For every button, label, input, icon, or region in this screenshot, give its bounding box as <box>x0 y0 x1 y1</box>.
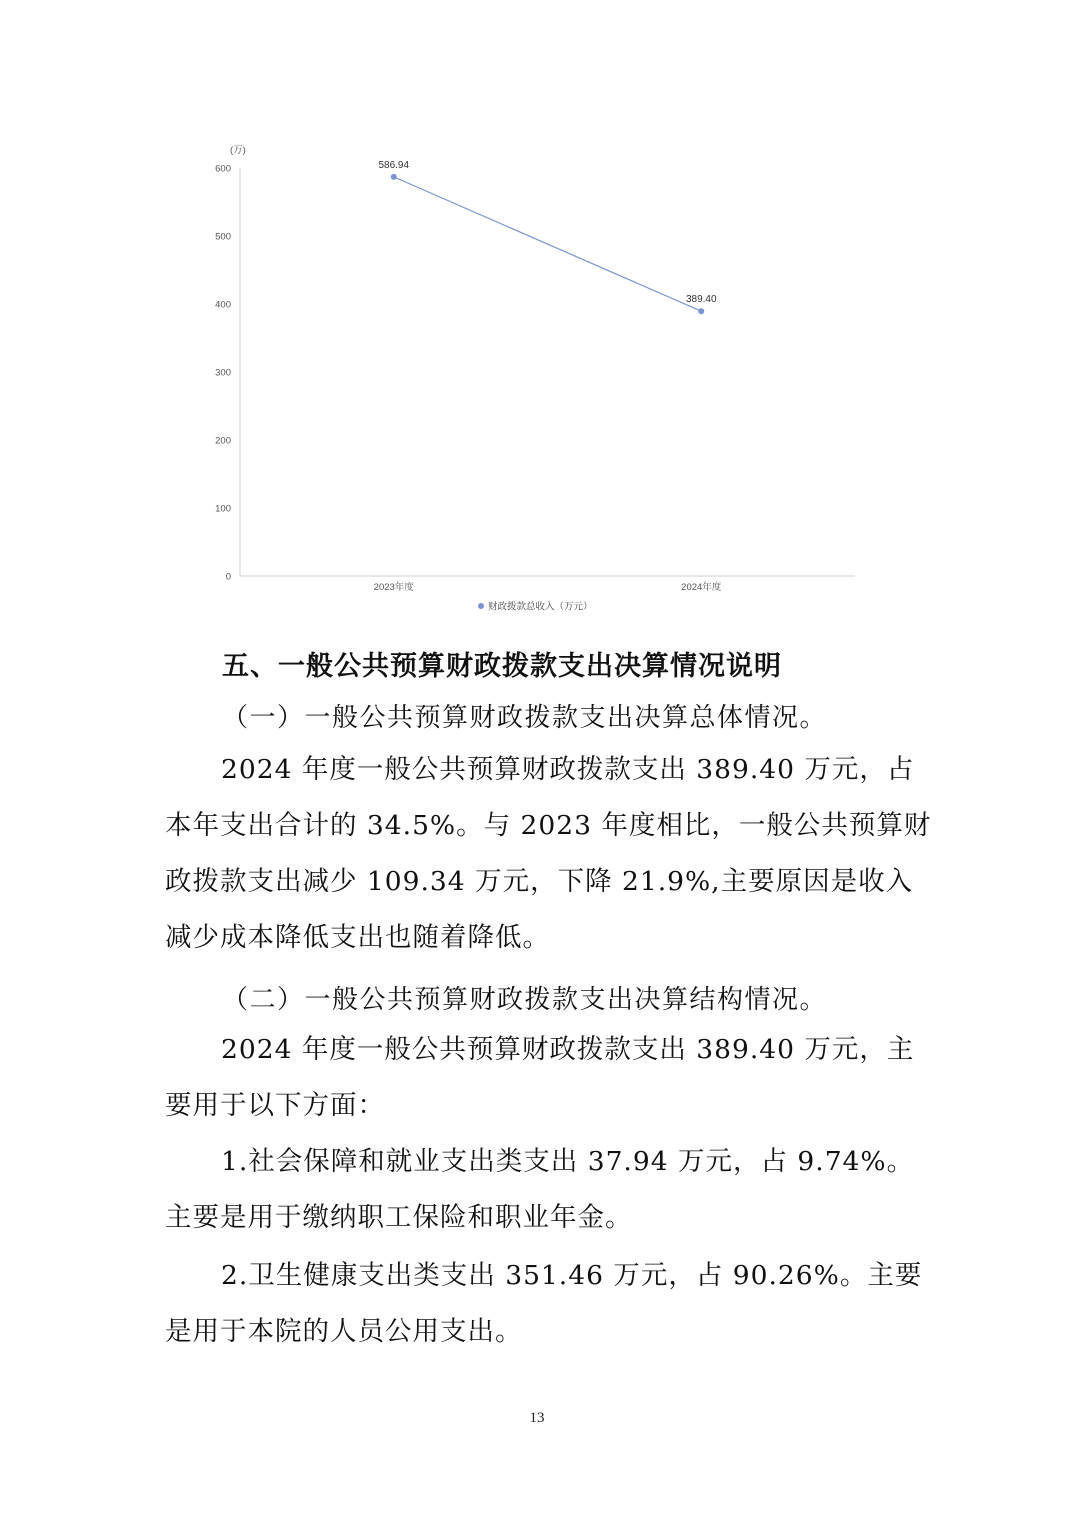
paragraph-line: 减少成本降低支出也随着降低。 <box>165 922 550 953</box>
x-tick-label: 2023年度 <box>373 582 414 593</box>
section-heading: 五、一般公共预算财政拨款支出决算情况说明 <box>222 651 782 682</box>
x-axis-ticks <box>374 581 722 593</box>
y-tick-label: 200 <box>215 435 231 447</box>
legend-marker <box>478 603 484 609</box>
subheading-structure: （二）一般公共预算财政拨款支出决算结构情况。 <box>222 985 828 1015</box>
paragraph-line: 2024 年度一般公共预算财政拨款支出 389.40 万元，占 <box>221 754 915 785</box>
y-tick-label: 100 <box>215 503 231 515</box>
y-axis-ticks <box>215 164 231 583</box>
y-tick-label: 300 <box>215 367 231 379</box>
y-unit-label: (万) <box>230 145 246 156</box>
y-tick-label: 0 <box>225 571 231 583</box>
legend-label: 财政拨款总收入（万元） <box>488 601 593 613</box>
list-item-line: 1.社会保障和就业支出类支出 37.94 万元，占 9.74%。 <box>221 1146 915 1177</box>
legend <box>478 601 593 613</box>
revenue-line-chart <box>195 138 875 620</box>
data-point <box>391 174 397 180</box>
list-item-line: 2.卫生健康支出类支出 351.46 万元，占 90.26%。主要 <box>221 1260 923 1291</box>
y-tick-label: 500 <box>215 231 231 243</box>
x-tick-label: 2024年度 <box>681 582 722 593</box>
y-tick-label: 400 <box>215 299 231 311</box>
y-tick-label: 600 <box>215 163 231 175</box>
list-item-line: 是用于本院的人员公用支出。 <box>165 1316 523 1347</box>
series-line <box>394 177 702 311</box>
paragraph-line: 政拨款支出减少 109.34 万元，下降 21.9%,主要原因是收入 <box>165 866 914 897</box>
data-point <box>698 308 704 314</box>
series-group <box>378 160 717 314</box>
paragraph-line: 2024 年度一般公共预算财政拨款支出 389.40 万元，主 <box>221 1034 915 1065</box>
data-label: 389.40 <box>685 294 717 306</box>
paragraph-line: 要用于以下方面： <box>165 1090 385 1121</box>
page-number: 13 <box>529 1410 545 1426</box>
list-item-line: 主要是用于缴纳职工保险和职业年金。 <box>165 1202 633 1233</box>
subheading-overall: （一）一般公共预算财政拨款支出决算总体情况。 <box>222 703 828 733</box>
paragraph-line: 本年支出合计的 34.5%。与 2023 年度相比，一般公共预算财 <box>165 810 932 841</box>
data-label: 586.94 <box>378 159 410 171</box>
